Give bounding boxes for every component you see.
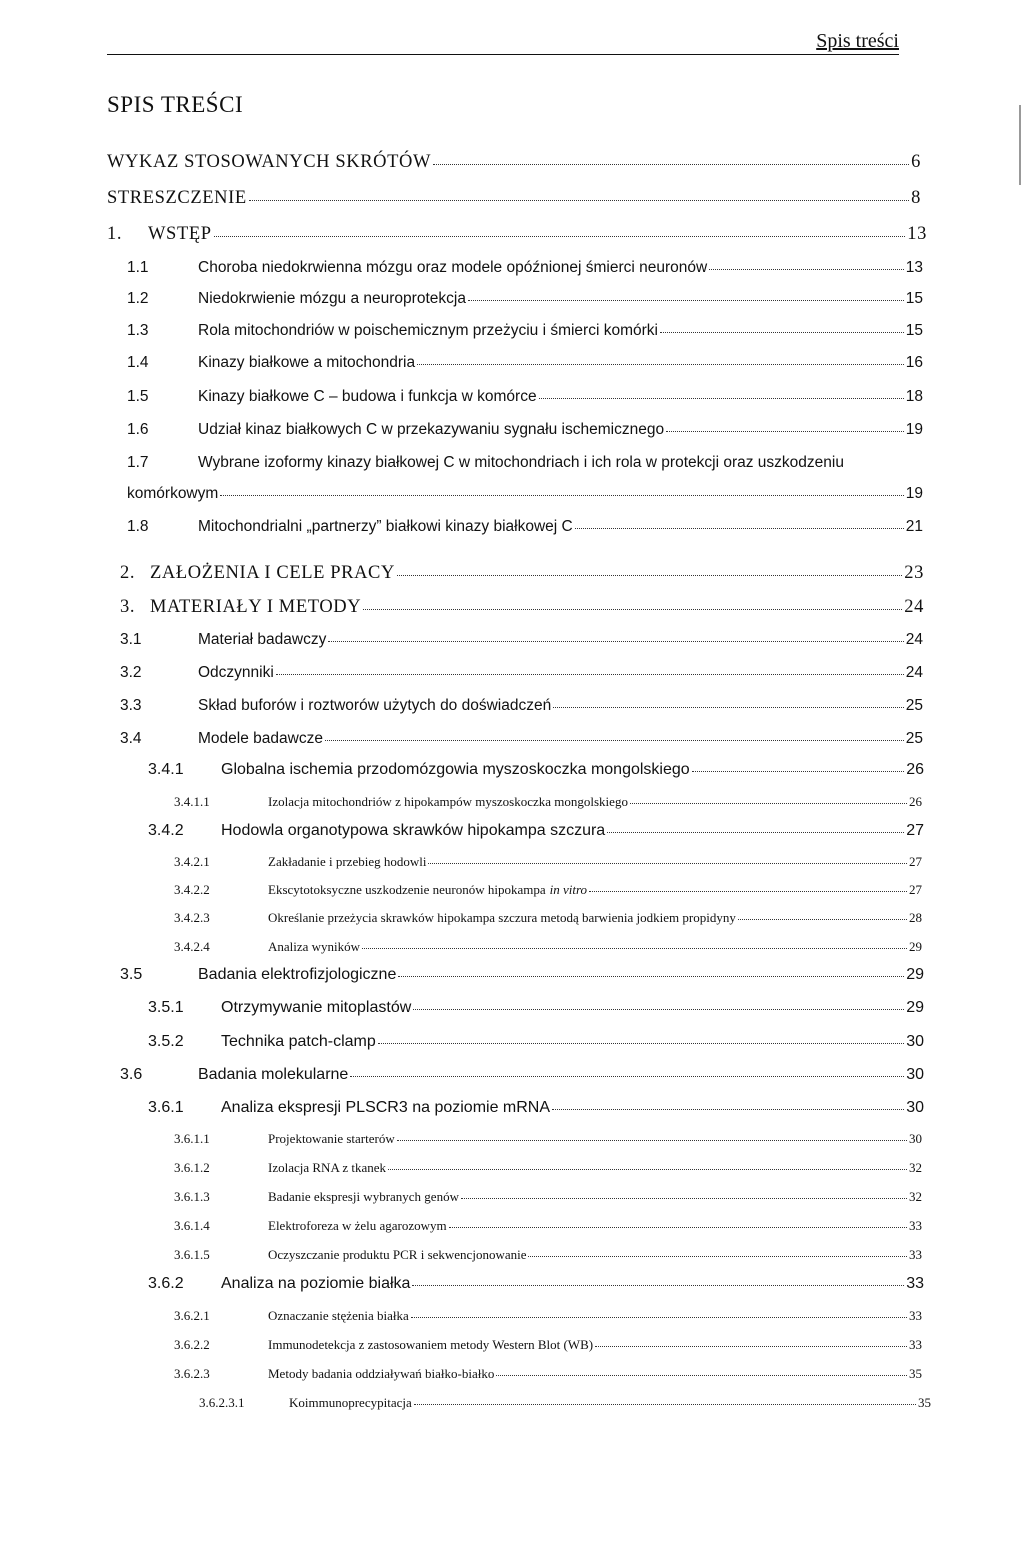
dot-leader [666,431,904,432]
toc-entry-3-6-2[interactable] [148,1275,924,1293]
toc-entry-text: Projektowanie starterów [268,1131,395,1146]
dot-leader [575,528,904,529]
toc-entry-number: 3.4.1 [148,761,184,778]
dot-leader [660,332,904,333]
toc-entry-text: Badania elektrofizjologiczne [198,966,397,983]
toc-entry-page: 15 [905,322,923,339]
toc-entry-number: 1. [107,224,123,244]
toc-entry-text: Hodowla organotypowa skrawków hipokampa szczura [221,822,606,839]
toc-entry-3-6-1[interactable] [148,1099,924,1117]
toc-entry-number: 1.8 [127,518,149,535]
toc-entry-text: Skład buforów i roztworów użytych do doświadczeń [198,697,552,714]
toc-entry-page: 33 [909,1337,922,1352]
dot-leader [433,164,909,165]
toc-entry-number: 3.6.1 [148,1099,184,1116]
dot-leader [378,1043,904,1044]
toc-entry-number: 3.5.2 [148,1033,184,1050]
toc-entry-page: 27 [906,822,924,839]
toc-entry-page: 32 [909,1189,922,1204]
toc-entry-page: 35 [918,1395,931,1410]
dot-leader [709,269,904,270]
toc-entry-3-4-2[interactable] [148,822,924,840]
dot-leader [388,1169,907,1170]
toc-entry-text: Kinazy białkowe a mitochondria [198,354,416,371]
toc-entry-3-6-1-4[interactable] [174,1218,922,1234]
toc-entry-text: Niedokrwienie mózgu a neuroprotekcja [198,290,466,307]
toc-entry-number: 3.6 [120,1066,143,1083]
toc-entry-1-3[interactable] [127,322,923,340]
toc-entry-page: 27 [909,882,922,897]
toc-entry-3-1[interactable] [120,631,923,649]
toc-entry-number: 3.4.2.3 [174,910,210,925]
toc-entry-text-italic: in vitro [549,882,588,897]
toc-entry-1-6[interactable] [127,421,923,439]
toc-entry-3-5-2[interactable] [148,1033,924,1051]
toc-entry-text: Koimmunoprecypitacja [289,1395,412,1410]
toc-entry-page: 6 [911,152,921,172]
dot-leader [397,575,902,576]
toc-entry-number: 3.6.1.4 [174,1218,210,1233]
toc-entry-page: 8 [911,188,921,208]
toc-entry-text: Odczynniki [198,664,274,681]
toc-entry-number: 3.1 [120,631,142,648]
toc-entry-page: 28 [909,910,922,925]
toc-entry-text: Rola mitochondriów w poischemicznym przeżyciu i śmierci komórki [198,322,658,339]
toc-entry-number: 2. [120,563,136,583]
toc-entry-3-5[interactable] [120,966,924,984]
toc-entry-3-6-2-3-1[interactable] [199,1395,931,1411]
toc-entry-page: 26 [906,761,924,778]
running-header-title: Spis treści [816,30,899,52]
dot-leader [276,674,904,675]
toc-entry-page: 30 [909,1131,922,1146]
toc-entry-number: 3.4.2.2 [174,882,210,897]
toc-entry-text: Oczyszczanie produktu PCR i sekwencjonowanie [268,1247,527,1262]
toc-entry-page: 33 [909,1247,922,1262]
toc-entry-text: Izolacja mitochondriów z hipokampów myszoskoczka mongolskiego [268,794,628,809]
toc-entry-page: 30 [906,1066,924,1083]
toc-entry-3-6-1-1[interactable] [174,1131,922,1147]
toc-entry-page: 25 [905,697,923,714]
dot-leader [589,891,907,892]
toc-entry-number: 1.7 [127,454,149,471]
toc-entry-summary[interactable] [107,188,921,209]
dot-leader [552,1109,904,1110]
toc-entry-text: Badania molekularne [198,1066,349,1083]
toc-entry-page: 21 [905,518,923,535]
toc-entry-text: Globalna ischemia przodomózgowia myszoskoczka mongolskiego [221,761,690,778]
dot-leader [350,1076,904,1077]
toc-entry-text: Technika patch-clamp [221,1033,376,1050]
dot-leader [398,976,904,977]
toc-entry-number: 3.6.1.3 [174,1189,210,1204]
dot-leader [214,236,906,237]
toc-entry-chapter-2[interactable] [120,563,924,584]
toc-entry-text: WYKAZ STOSOWANYCH SKRÓTÓW [107,152,432,172]
toc-entry-3-6-1-2[interactable] [174,1160,922,1176]
toc-entry-number: 1.2 [127,290,149,307]
toc-entry-text: Określanie przeżycia skrawków hipokampa szczura metodą barwienia jodkiem propidyny [268,910,736,925]
toc-entry-1-7-continuation[interactable] [127,485,923,503]
toc-entry-text: Metody badania oddziaływań białko-białko [268,1366,495,1381]
dot-leader [630,803,907,804]
toc-entry-chapter-3[interactable] [120,597,924,618]
toc-entry-1-5[interactable] [127,388,923,406]
toc-entry-number: 3.4 [120,730,142,747]
dot-leader [413,1009,904,1010]
toc-entry-text: Elektroforeza w żelu agarozowym [268,1218,447,1233]
toc-entry-number: 3.6.1.5 [174,1247,210,1262]
dot-leader [595,1346,907,1347]
toc-entry-page: 35 [909,1366,922,1381]
toc-entry-page: 32 [909,1160,922,1175]
toc-entry-page: 24 [904,597,924,617]
toc-entry-page: 26 [909,794,922,809]
toc-entry-3-4-2-3[interactable] [174,910,922,926]
toc-entry-text: Izolacja RNA z tkanek [268,1160,387,1175]
dot-leader [496,1375,907,1376]
toc-entry-3-6-2-2[interactable] [174,1337,922,1353]
toc-entry-text: Mitochondrialni „partnerzy” białkowi kinazy białkowej C [198,518,573,535]
dot-leader [738,919,907,920]
toc-entry-number: 3.5.1 [148,999,184,1016]
toc-entry-number: 3.2 [120,664,142,681]
toc-entry-text: ZAŁOŻENIA I CELE PRACY [150,563,395,583]
toc-entry-text: Otrzymywanie mitoplastów [221,999,412,1016]
toc-entry-number: 3.4.2.1 [174,854,210,869]
toc-entry-number: 3.6.2.2 [174,1337,210,1352]
toc-entry-number: 3.4.2.4 [174,939,210,954]
toc-entry-1-2[interactable] [127,290,923,308]
toc-entry-number: 3.5 [120,966,143,983]
toc-entry-text: STRESZCZENIE [107,188,247,208]
toc-entry-3-5-1[interactable] [148,999,924,1017]
toc-entry-number: 1.5 [127,388,149,405]
toc-entry-text: Kinazy białkowe C – budowa i funkcja w komórce [198,388,537,405]
dot-leader [412,1285,904,1286]
toc-entry-abbreviations[interactable] [107,152,921,173]
toc-entry-number: 1.3 [127,322,149,339]
toc-entry-3-4-1[interactable] [148,761,924,779]
toc-entry-number: 1.6 [127,421,149,438]
toc-entry-3-4[interactable] [120,730,923,748]
toc-entry-text: Wybrane izoformy kinazy białkowej C w mitochondriach i ich rola w protekcji oraz uszkodzeniu [198,454,844,471]
toc-entry-page: 19 [905,421,923,438]
dot-leader [328,641,903,642]
dot-leader [363,609,902,610]
toc-entry-text: MATERIAŁY I METODY [150,597,362,617]
toc-entry-page: 13 [907,224,927,244]
dot-leader [411,1317,907,1318]
toc-entry-page: 16 [905,354,923,371]
toc-entry-number: 1.1 [127,259,149,276]
toc-entry-text: Modele badawcze [198,730,323,747]
toc-entry-page: 33 [909,1218,922,1233]
toc-entry-3-3[interactable] [120,697,923,715]
toc-entry-number: 3.3 [120,697,142,714]
dot-leader [325,740,904,741]
toc-entry-page: 24 [905,664,923,681]
toc-entry-3-6-1-5[interactable] [174,1247,922,1263]
toc-entry-text: Analiza wyników [268,939,361,954]
toc-entry-number: 3.4.1.1 [174,794,210,809]
toc-entry-number: 3.6.2.3 [174,1366,210,1381]
toc-entry-1-8[interactable] [127,518,923,536]
toc-entry-text: Oznaczanie stężenia białka [268,1308,409,1323]
toc-entry-text: Immunodetekcja z zastosowaniem metody Western Blot (WB) [268,1337,594,1352]
dot-leader [539,398,904,399]
toc-entry-number: 3.6.2 [148,1275,184,1292]
toc-entry-text: Badanie ekspresji wybranych genów [268,1189,459,1204]
toc-entry-text: Analiza na poziomie białka [221,1275,411,1292]
toc-entry-page: 19 [905,485,923,502]
toc-entry-1-7[interactable] [127,454,927,472]
toc-entry-page: 33 [906,1275,924,1292]
toc-entry-1-1[interactable] [127,259,923,277]
dot-leader [468,300,904,301]
toc-entry-number: 3.6.2.3.1 [199,1395,245,1410]
toc-entry-text: Materiał badawczy [198,631,327,648]
dot-leader [249,200,909,201]
dot-leader [692,771,905,772]
dot-leader [553,707,904,708]
dot-leader [461,1198,907,1199]
dot-leader [220,495,903,496]
toc-entry-page: 27 [909,854,922,869]
toc-entry-text: Udział kinaz białkowych C w przekazywaniu sygnału ischemicznego [198,421,665,438]
dot-leader [607,832,904,833]
toc-entry-page: 15 [905,290,923,307]
toc-entry-page: 23 [904,563,924,583]
toc-entry-3-4-2-4[interactable] [174,939,922,955]
toc-entry-3-2[interactable] [120,664,923,682]
toc-entry-text: Ekscytotoksyczne uszkodzenie neuronów hipokampa [268,882,546,897]
toc-entry-number: 3.6.1.1 [174,1131,210,1146]
toc-entry-page: 30 [906,1099,924,1116]
dot-leader [414,1404,916,1405]
toc-entry-page: 18 [905,388,923,405]
page-title: SPIS TREŚCI [107,92,244,117]
toc-entry-page: 29 [906,999,924,1016]
toc-entry-chapter-1[interactable] [107,224,927,245]
toc-entry-page: 29 [906,966,924,983]
toc-entry-number: 1.4 [127,354,149,371]
toc-entry-page: 25 [905,730,923,747]
dot-leader [397,1140,907,1141]
toc-entry-number: 3. [120,597,136,617]
toc-entry-page: 33 [909,1308,922,1323]
toc-entry-text: Zakładanie i przebieg hodowli [268,854,427,869]
toc-entry-3-6-1-3[interactable] [174,1189,922,1205]
toc-entry-3-6[interactable] [120,1066,924,1084]
toc-entry-text: WSTĘP [148,224,212,244]
dot-leader [449,1227,907,1228]
toc-entry-number: 3.4.2 [148,822,184,839]
toc-entry-3-4-1-1[interactable] [174,794,922,810]
toc-entry-number: 3.6.1.2 [174,1160,210,1175]
toc-entry-page: 29 [909,939,922,954]
toc-entry-page: 30 [906,1033,924,1050]
toc-entry-1-4[interactable] [127,354,923,372]
toc-entry-page: 24 [905,631,923,648]
toc-entry-text-continuation: komórkowym [127,485,219,502]
toc-entry-number: 3.6.2.1 [174,1308,210,1323]
toc-entry-text: Choroba niedokrwienna mózgu oraz modele opóźnionej śmierci neuronów [198,259,708,276]
dot-leader [528,1256,907,1257]
toc-entry-3-6-2-1[interactable] [174,1308,922,1324]
dot-leader [362,948,907,949]
toc-entry-text: Analiza ekspresji PLSCR3 na poziomie mRNA [221,1099,551,1116]
dot-leader [428,863,907,864]
toc-entry-3-4-2-2[interactable] [174,882,922,898]
toc-entry-3-4-2-1[interactable] [174,854,922,870]
toc-entry-3-6-2-3[interactable] [174,1366,922,1382]
dot-leader [417,364,904,365]
toc-entry-page: 13 [905,259,923,276]
